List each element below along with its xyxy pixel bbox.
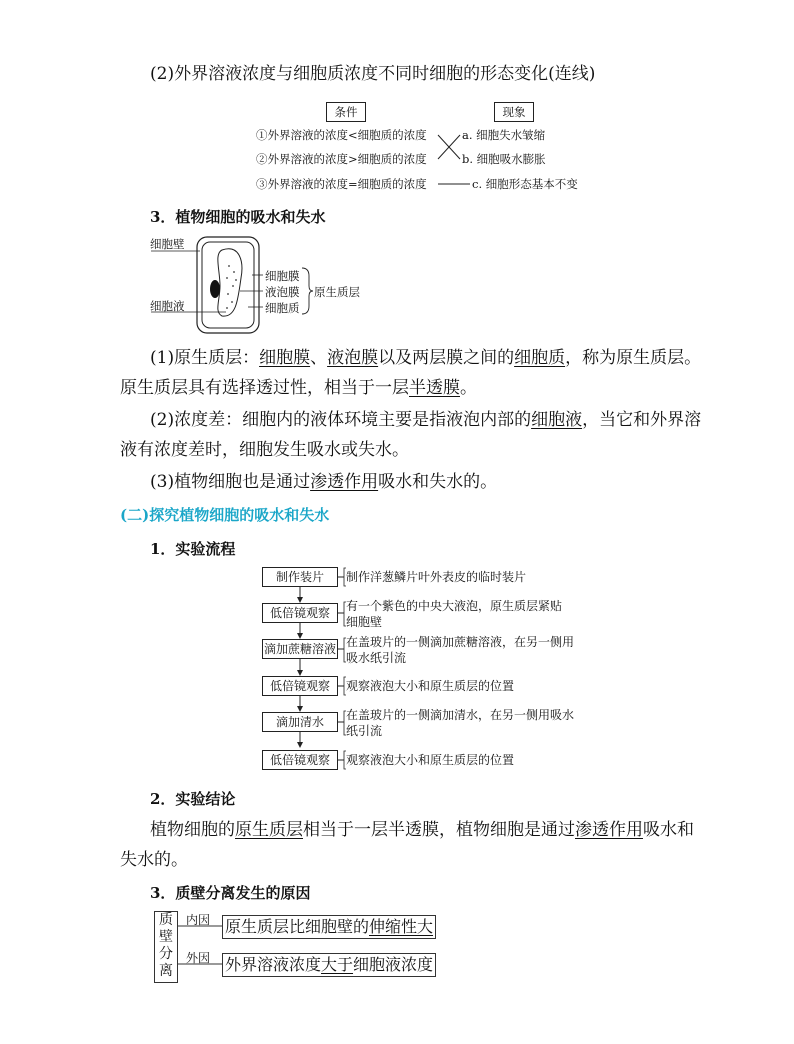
- section-2-title: (2)外界溶液浓度与细胞质浓度不同时细胞的形态变化(连线): [150, 64, 596, 84]
- flow-step-6: 低倍镜观察: [262, 750, 338, 770]
- label-vacuole-membrane: 液泡膜: [265, 285, 300, 299]
- flow-step-1: 制作装片: [262, 567, 338, 587]
- label-cell-membrane: 细胞膜: [265, 269, 300, 283]
- flow-desc-5-line-1: 在盖玻片的一侧滴加清水，在另一侧用吸水: [346, 708, 575, 722]
- flow-step-4: 低倍镜观察: [262, 676, 338, 696]
- label-cell-wall: 细胞壁: [150, 237, 185, 251]
- label-cell-sap: 细胞液: [150, 299, 185, 313]
- label-protoplast: 原生质层: [314, 285, 360, 299]
- phenomenon-a: a. 细胞失水皱缩: [462, 128, 546, 142]
- external-cause-text-a: 外界溶液浓度: [225, 955, 322, 974]
- para-3-text: (3)植物细胞也是通过: [150, 472, 311, 492]
- answer-cell-sap: 细胞液: [531, 410, 583, 430]
- condition-1: ①外界溶液的浓度<细胞质的浓度: [256, 128, 427, 142]
- para-1-mid: 以及两层膜之间的: [378, 348, 515, 368]
- internal-cause-text: 原生质层比细胞壁的: [225, 917, 370, 936]
- flow-step-3: 滴加蔗糖溶液: [262, 639, 338, 659]
- flow-desc-1-line-1: 制作洋葱鳞片叶外表皮的临时装片: [346, 570, 527, 584]
- para-1-line-2-text: 原生质层具有选择透过性，相当于一层: [120, 378, 409, 398]
- answer-osmosis: 渗透作用: [310, 472, 379, 492]
- para-1-sep: 、: [310, 348, 328, 368]
- answer-cell-membrane: 细胞膜: [259, 348, 311, 368]
- para-3-end: 吸水和失水的。: [378, 472, 498, 492]
- answer-vacuole-membrane: 液泡膜: [327, 348, 379, 368]
- para-2-text: (2)浓度差：细胞内的液体环境主要是指液泡内部的: [150, 410, 532, 430]
- flow-step-2: 低倍镜观察: [262, 603, 338, 623]
- phenomenon-c: c. 细胞形态基本不变: [472, 177, 578, 191]
- experiment-title: 1．实验流程: [150, 540, 236, 558]
- section-3-title: 3．植物细胞的吸水和失水: [150, 208, 326, 226]
- phenomenon-header: 现象: [494, 102, 534, 122]
- para-1-line-2-end: 。: [460, 378, 477, 398]
- condition-2: ②外界溶液的浓度>细胞质的浓度: [256, 152, 427, 166]
- conclusion-title: 2．实验结论: [150, 790, 236, 808]
- answer-cytoplasm: 细胞质: [514, 348, 566, 368]
- flow-desc-6-line-1: 观察液泡大小和原生质层的位置: [346, 753, 515, 767]
- para-1-end: ，称为原生质层。: [565, 348, 702, 368]
- side-char-2: 壁: [159, 929, 173, 945]
- para-1-label: (1)原生质层：: [150, 348, 260, 368]
- phenomenon-b: b. 细胞吸水膨胀: [462, 152, 546, 166]
- answer-semipermeable: 半透膜: [409, 378, 460, 398]
- answer-osmosis-2: 渗透作用: [575, 820, 643, 840]
- condition-header: 条件: [326, 102, 366, 122]
- para-2-end: ，当它和外界溶: [582, 410, 702, 430]
- side-char-4: 离: [159, 963, 173, 979]
- answer-protoplast: 原生质层: [235, 820, 303, 840]
- flow-desc-2-line-1: 有一个紫色的中央大液泡，原生质层紧贴: [346, 599, 563, 613]
- flow-desc-4-line-1: 观察液泡大小和原生质层的位置: [346, 679, 515, 693]
- condition-3: ③外界溶液的浓度=细胞质的浓度: [256, 177, 427, 191]
- answer-greater-than: 大于: [321, 955, 354, 974]
- label-cytoplasm: 细胞质: [265, 301, 300, 315]
- answer-elasticity: 伸缩性大: [369, 917, 434, 936]
- conclusion-text-c: 相当于一层半透膜，植物细胞是通过: [303, 820, 575, 840]
- side-char-1: 质: [159, 912, 173, 928]
- external-label: 外因: [186, 951, 211, 965]
- para-2-line-2: 液有浓度差时，细胞发生吸水或失水。: [120, 440, 409, 460]
- side-char-3: 分: [159, 946, 173, 962]
- cause-title: 3．质壁分离发生的原因: [150, 884, 311, 902]
- part-2-title: (二)探究植物细胞的吸水和失水: [120, 506, 330, 524]
- flow-step-5: 滴加清水: [262, 712, 338, 732]
- flow-desc-5-line-2: 纸引流: [346, 724, 383, 738]
- conclusion-text-a: 植物细胞的: [150, 820, 235, 840]
- flow-desc-3-line-2: 吸水纸引流: [346, 651, 407, 665]
- conclusion-text-e: 吸水和: [643, 820, 694, 840]
- external-cause-box: [222, 953, 436, 977]
- internal-label: 内因: [186, 913, 211, 927]
- external-cause-text-c: 细胞液浓度: [353, 955, 434, 974]
- conclusion-line-2: 失水的。: [120, 850, 188, 870]
- internal-cause-box: [222, 915, 436, 939]
- flow-desc-3-line-1: 在盖玻片的一侧滴加蔗糖溶液，在另一侧用: [346, 635, 575, 649]
- flow-desc-2-line-2: 细胞壁: [346, 615, 383, 629]
